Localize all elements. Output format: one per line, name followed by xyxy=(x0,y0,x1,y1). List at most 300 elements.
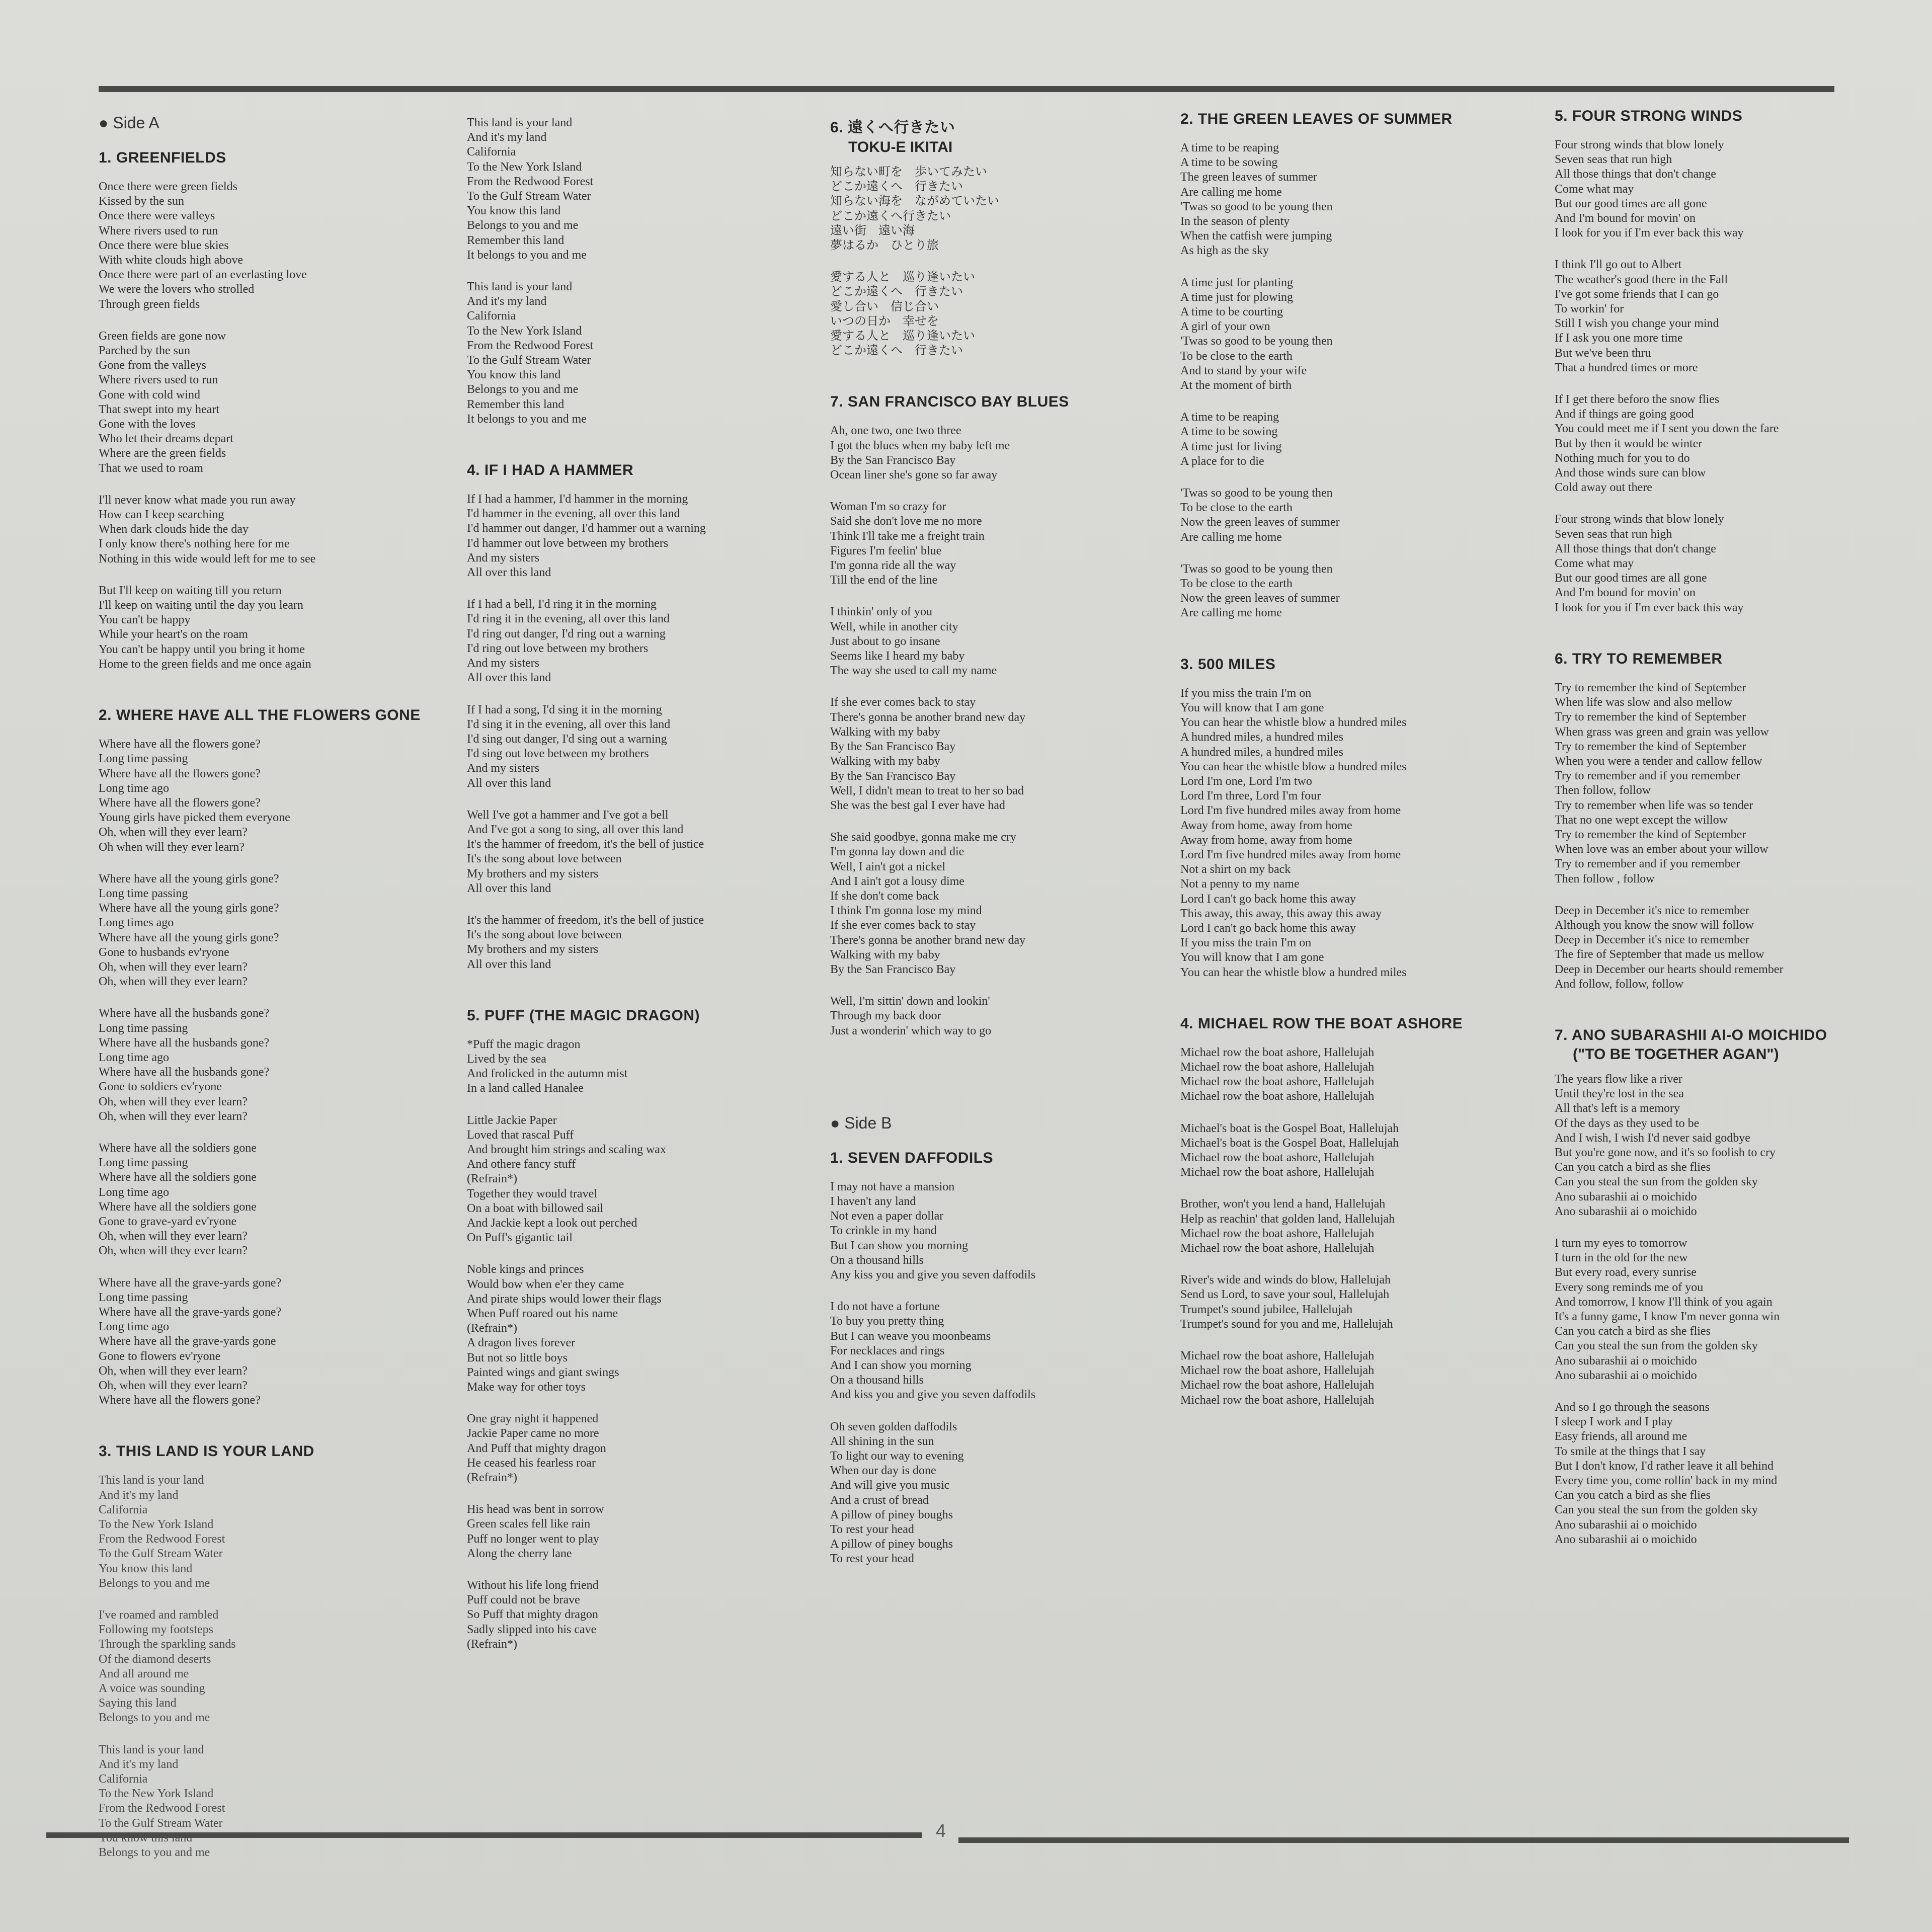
lyric-line: To be close to the earth xyxy=(1180,501,1293,515)
lyric-line: Just about to go insane xyxy=(830,634,940,648)
lyric-line: Any kiss you and give you seven daffodils xyxy=(830,1268,1036,1281)
lyric-line: And Jackie kept a look out perched xyxy=(467,1216,637,1230)
stanza xyxy=(1555,1400,1887,1547)
song-block xyxy=(467,116,789,427)
song-title: 5. FOUR STRONG WINDS xyxy=(1555,108,1743,124)
lyric-line: And frolicked in the autumn mist xyxy=(467,1067,628,1081)
lyric-line: And pirate ships would lower their flags xyxy=(467,1292,662,1306)
lyric-line: You know this land xyxy=(467,204,561,218)
lyric-line: And it's my land xyxy=(99,1757,179,1771)
column-4 xyxy=(1180,111,1462,1443)
stanza xyxy=(467,1578,789,1652)
lyric-line: And othere fancy stuff xyxy=(467,1158,576,1171)
lyric-line: And to stand by your wife xyxy=(1180,364,1307,377)
lyric-line: Now the green leaves of summer xyxy=(1180,516,1340,529)
lyric-line: A time to be sowing xyxy=(1180,156,1278,170)
lyric-line: There's gonna be another brand new day xyxy=(830,710,1026,724)
song-block xyxy=(1180,1015,1462,1408)
lyric-line: When grass was green and grain was yellow xyxy=(1555,725,1769,739)
lyric-line: Four strong winds that blow lonely xyxy=(1555,513,1724,526)
lyric-line: Oh, when will they ever learn? xyxy=(99,1230,248,1243)
stanza xyxy=(1180,562,1462,621)
stanza xyxy=(467,703,789,791)
lyric-line: A time to be reaping xyxy=(1180,411,1279,424)
lyric-line: Michael row the boat ashore, Hallelujah xyxy=(1180,1393,1375,1407)
lyric-line: You know this land xyxy=(467,368,561,382)
lyric-line: This land is your land xyxy=(99,1474,204,1487)
lyric-line: This land is your land xyxy=(467,280,573,294)
song-block xyxy=(830,1114,1152,1567)
lyric-line: A hundred miles, a hundred miles xyxy=(1180,731,1343,744)
lyric-line: Gone from the valleys xyxy=(99,359,206,372)
lyric-line: Lord I can't go back home this away xyxy=(1180,892,1356,906)
lyric-line: Now the green leaves of summer xyxy=(1180,592,1340,605)
lyric-line: (Refrain*) xyxy=(467,1172,517,1186)
lyric-line: Seems like I heard my baby xyxy=(830,650,965,663)
lyric-line: The way she used to call my name xyxy=(830,664,997,678)
lyric-line: But I can weave you moonbeams xyxy=(830,1329,991,1343)
stanza xyxy=(99,1473,441,1591)
lyric-line: I'd sing out love between my brothers xyxy=(467,747,649,761)
lyric-line: To the Gulf Stream Water xyxy=(467,354,591,367)
lyric-line: Gone to soldiers ev'ryone xyxy=(99,1080,222,1094)
lyric-line: Where have all the soldiers gone xyxy=(99,1200,257,1214)
lyric-line: 'Twas so good to be young then xyxy=(1180,487,1333,500)
side-label: ● Side A xyxy=(99,114,159,132)
lyric-line: Ano subarashii ai o moichido xyxy=(1555,1354,1697,1367)
lyric-line: On Puff's gigantic tail xyxy=(467,1231,573,1245)
song-subtitle: ("TO BE TOGETHER AGAN") xyxy=(1573,1045,1779,1063)
lyric-line: Still I wish you change your mind xyxy=(1555,317,1719,331)
lyric-line: Remember this land xyxy=(467,397,565,411)
lyric-line: Green fields are gone now xyxy=(99,329,226,343)
lyric-line: The green leaves of summer xyxy=(1180,171,1317,184)
lyric-line: (Refrain*) xyxy=(467,1322,517,1335)
lyric-line: With white clouds high above xyxy=(99,254,243,267)
lyric-line: Where have all the soldiers gone xyxy=(99,1141,257,1155)
lyric-line: Easy friends, all around me xyxy=(1555,1430,1687,1443)
lyric-line: To light our way to evening xyxy=(830,1450,964,1463)
lyric-line: Michael row the boat ashore, Hallelujah xyxy=(1180,1090,1375,1103)
lyric-line: To the New York Island xyxy=(99,1518,214,1532)
lyric-line: If I had a song, I'd sing it in the morning xyxy=(467,703,662,716)
lyric-line: All over this land xyxy=(467,776,551,790)
lyric-line: Gone to grave-yard ev'ryone xyxy=(99,1215,237,1228)
lyric-line: By the San Francisco Bay xyxy=(830,769,956,783)
song-title: 1. SEVEN DAFFODILS xyxy=(830,1149,994,1166)
lyric-line: If I had a hammer, I'd hammer in the morning xyxy=(467,493,688,506)
lyric-line: Belongs to you and me xyxy=(467,219,579,232)
stanza xyxy=(467,280,789,427)
lyric-line: どこか遠くへ行きたい xyxy=(830,209,951,223)
song-block xyxy=(1180,111,1462,621)
lyric-line: Well, while in another city xyxy=(830,620,958,633)
lyric-line: Through green fields xyxy=(99,297,200,311)
stanza xyxy=(467,1262,789,1395)
lyric-line: From the Redwood Forest xyxy=(99,1802,225,1815)
lyric-line: That no one wept except the willow xyxy=(1555,813,1728,827)
lyric-line: And it's my land xyxy=(467,131,547,144)
lyric-line: Gone to flowers ev'ryone xyxy=(99,1349,221,1363)
lyric-line: River's wide and winds do blow, Hallelujah xyxy=(1180,1273,1391,1287)
lyric-line: Long time ago xyxy=(99,1185,169,1199)
lyric-line: Belongs to you and me xyxy=(99,1846,210,1860)
lyric-line: When Puff roared out his name xyxy=(467,1307,618,1320)
song-title: 6. 遠くへ行きたい xyxy=(830,119,955,136)
lyric-line: Where have all the grave-yards gone? xyxy=(99,1276,282,1290)
lyric-line: And will give you music xyxy=(830,1479,950,1492)
lyric-line: Well, I ain't got a nickel xyxy=(830,860,945,873)
stanza xyxy=(830,830,1152,977)
lyric-line: Long time passing xyxy=(99,752,188,766)
lyric-line: Oh, when will they ever learn? xyxy=(99,1244,248,1258)
lyric-line: And brought him strings and scaling wax xyxy=(467,1143,666,1156)
lyric-line: Help as reachin' that golden land, Hallelujah xyxy=(1180,1212,1395,1226)
lyric-line: To the New York Island xyxy=(467,160,582,174)
lyric-line: My brothers and my sisters xyxy=(467,867,599,880)
lyric-line: All those things that don't change xyxy=(1555,168,1716,181)
lyric-line: I'd hammer out danger, I'd hammer out a warning xyxy=(467,522,706,535)
lyric-line: Every song reminds me of you xyxy=(1555,1280,1704,1294)
stanza xyxy=(467,1412,789,1485)
stanza xyxy=(1555,392,1887,495)
lyric-line: When you were a tender and callow fellow xyxy=(1555,754,1762,768)
lyric-line: And kiss you and give you seven daffodils xyxy=(830,1388,1036,1402)
lyric-line: The fire of September that made us mellow xyxy=(1555,948,1764,961)
lyric-line: And I can show you morning xyxy=(830,1358,972,1372)
stanza xyxy=(467,808,789,896)
lyric-line: Well, I didn't mean to treat to her so bad xyxy=(830,784,1024,797)
lyric-line: Loved that rascal Puff xyxy=(467,1128,574,1142)
lyric-line: California xyxy=(99,1773,148,1786)
lyric-line: Long time ago xyxy=(99,1320,169,1334)
lyric-line: When our day is done xyxy=(830,1464,936,1478)
lyric-line: I'll never know what made you run away xyxy=(99,493,296,507)
column-1 xyxy=(99,114,441,1895)
lyric-line: I may not have a mansion xyxy=(830,1180,955,1193)
lyric-line: Noble kings and princes xyxy=(467,1263,584,1276)
lyric-line: And it's my land xyxy=(467,295,547,308)
lyric-line: Michael row the boat ashore, Hallelujah xyxy=(1180,1241,1375,1255)
lyric-line: Following my footsteps xyxy=(99,1623,214,1637)
stanza xyxy=(467,492,789,580)
lyric-line: In the season of plenty xyxy=(1180,215,1290,228)
lyric-line: While your heart's on the roam xyxy=(99,628,248,641)
lyric-line: From the Redwood Forest xyxy=(99,1533,225,1546)
song-block xyxy=(830,393,1152,1038)
lyric-line: Once there were part of an everlasting love xyxy=(99,268,307,282)
lyric-line: Lord I'm three, Lord I'm four xyxy=(1180,789,1321,803)
lyric-line: Gone with the loves xyxy=(99,418,196,431)
lyric-line: Oh, when will they ever learn? xyxy=(99,826,248,839)
stanza xyxy=(1180,1121,1462,1180)
lyric-line: Belongs to you and me xyxy=(99,1576,210,1590)
bottom-rule-right xyxy=(958,1837,1849,1843)
lyric-line: Said she don't love me no more xyxy=(830,515,982,528)
lyric-line: Try to remember the kind of September xyxy=(1555,740,1746,753)
lyric-line: Figures I'm feelin' blue xyxy=(830,544,942,557)
lyric-line: Michael row the boat ashore, Hallelujah xyxy=(1180,1364,1375,1378)
stanza xyxy=(99,180,441,312)
lyric-line: To crinkle in my hand xyxy=(830,1224,937,1238)
lyric-line: In a land called Hanalee xyxy=(467,1082,584,1095)
lyric-line: It's the hammer of freedom, it's the bell of justice xyxy=(467,838,704,851)
lyric-line: Although you know the snow will follow xyxy=(1555,918,1754,932)
lyric-line: And I've got a song to sing, all over this land xyxy=(467,823,684,836)
lyric-line: I'd sing it in the evening, all over this land xyxy=(467,717,671,731)
lyric-line: Belongs to you and me xyxy=(467,383,579,396)
lyric-line: Seven seas that run high xyxy=(1555,153,1672,167)
lyric-line: Just a wonderin' which way to go xyxy=(830,1024,992,1037)
lyric-line: Deep in December it's nice to remember xyxy=(1555,933,1749,947)
lyric-line: To the New York Island xyxy=(467,324,582,338)
stanza xyxy=(1180,141,1462,259)
lyric-line: I thinkin' only of you xyxy=(830,605,932,619)
lyric-line: Oh, when will they ever learn? xyxy=(99,1364,248,1378)
stanza xyxy=(830,424,1152,482)
song-title: 7. SAN FRANCISCO BAY BLUES xyxy=(830,393,1069,411)
lyric-line: To rest your head xyxy=(830,1523,914,1537)
song-block xyxy=(1555,1027,1887,1547)
lyric-line: Michael's boat is the Gospel Boat, Hallelujah xyxy=(1180,1121,1399,1135)
lyric-line: A time just for planting xyxy=(1180,276,1293,289)
lyric-line: Not a shirt on my back xyxy=(1180,863,1291,876)
lyric-line: Gone to husbands ev'ryone xyxy=(99,945,229,959)
lyric-line: Come what may xyxy=(1555,182,1634,196)
stanza xyxy=(830,994,1152,1038)
lyric-line: This away, this away, this away this away xyxy=(1180,907,1382,920)
lyric-line: Ah, one two, one two three xyxy=(830,424,961,438)
song-block xyxy=(1180,656,1462,980)
lyric-line: But our good times are all gone xyxy=(1555,572,1707,585)
lyric-line: A time to be sowing xyxy=(1180,425,1278,439)
lyric-line: By the San Francisco Bay xyxy=(830,962,956,976)
lyric-line: It's the song about love between xyxy=(467,852,622,866)
lyric-line: Michael row the boat ashore, Hallelujah xyxy=(1180,1227,1375,1240)
lyric-line: Where have all the husbands gone? xyxy=(99,1066,270,1079)
lyric-line: Where have all the husbands gone? xyxy=(99,1007,270,1020)
lyric-line: Long time ago xyxy=(99,1051,169,1064)
lyric-line: You can hear the whistle blow a hundred miles xyxy=(1180,760,1407,773)
lyric-line: California xyxy=(99,1503,148,1516)
stanza xyxy=(467,1502,789,1561)
lyric-line: Young girls have picked them everyone xyxy=(99,811,290,825)
lyric-line: Green scales fell like rain xyxy=(467,1517,591,1531)
lyric-line: California xyxy=(467,309,516,323)
lyric-line: A pillow of piney boughs xyxy=(830,1538,953,1551)
lyric-line: Parched by the sun xyxy=(99,344,190,358)
lyric-line: It belongs to you and me xyxy=(467,412,587,426)
lyric-line: Trumpet's sound jubilee, Hallelujah xyxy=(1180,1303,1353,1316)
stanza xyxy=(1180,686,1462,980)
lyric-line: Gone with cold wind xyxy=(99,388,200,401)
column-2 xyxy=(467,116,789,1687)
lyric-line: Michael row the boat ashore, Hallelujah xyxy=(1180,1166,1375,1179)
lyric-line: Can you steal the sun from the golden sky xyxy=(1555,1175,1758,1189)
lyric-line: She said goodbye, gonna make me cry xyxy=(830,831,1016,844)
lyric-line: Ano subarashii ai o moichido xyxy=(1555,1533,1697,1546)
lyric-line: For necklaces and rings xyxy=(830,1344,945,1357)
lyric-line: And if things are going good xyxy=(1555,408,1694,421)
stanza xyxy=(99,872,441,990)
lyric-line: Till the end of the line xyxy=(830,574,938,587)
lyric-line: On a thousand hills xyxy=(830,1374,924,1387)
song-title: 1. GREENFIELDS xyxy=(99,149,226,166)
lyric-line: All that's left is a memory xyxy=(1555,1102,1680,1115)
lyric-line: 'Twas so good to be young then xyxy=(1180,562,1333,576)
lyric-line: 知らない町を 歩いてみたい xyxy=(830,166,987,179)
lyric-line: I look for you if I'm ever back this way xyxy=(1555,601,1744,614)
lyric-line: Where have all the young girls gone? xyxy=(99,872,279,886)
lyric-line: Try to remember the kind of September xyxy=(1555,681,1746,694)
lyric-line: And all around me xyxy=(99,1667,189,1680)
lyric-line: Michael's boat is the Gospel Boat, Hallelujah xyxy=(1180,1136,1399,1150)
top-rule xyxy=(99,86,1834,92)
lyric-line: Away from home, away from home xyxy=(1180,819,1352,832)
lyric-line: When love was an ember about your willow xyxy=(1555,843,1768,856)
lyric-line: And tomorrow, I know I'll think of you again xyxy=(1555,1295,1773,1309)
lyric-line: You will know that I am gone xyxy=(1180,951,1324,964)
lyric-line: I got the blues when my baby left me xyxy=(830,439,1010,452)
lyric-line: Puff could not be brave xyxy=(467,1593,580,1607)
lyric-line: And my sisters xyxy=(467,657,539,670)
lyric-line: Painted wings and giant swings xyxy=(467,1365,619,1379)
song-block xyxy=(99,1443,441,1860)
lyric-line: To buy you pretty thing xyxy=(830,1315,944,1328)
lyric-line: Come what may xyxy=(1555,557,1634,571)
lyric-line: いつの日か 幸せを xyxy=(830,314,939,328)
lyric-line: Send us Lord, to save your soul, Hallelujah xyxy=(1180,1288,1390,1302)
lyric-line: Oh, when will they ever learn? xyxy=(99,1379,248,1393)
stanza xyxy=(830,500,1152,588)
lyric-line: Where have all the flowers gone? xyxy=(99,796,261,810)
bottom-rule-left xyxy=(46,1832,922,1838)
lyric-line: Once there were blue skies xyxy=(99,238,229,252)
lyric-line: To be close to the earth xyxy=(1180,577,1293,591)
stanza xyxy=(1555,258,1887,375)
stanza xyxy=(1555,1072,1887,1219)
lyric-line: Can you catch a bird as she flies xyxy=(1555,1489,1711,1502)
lyric-line: By the San Francisco Bay xyxy=(830,453,956,467)
lyric-line: Oh, when will they ever learn? xyxy=(99,1109,248,1123)
lyric-line: Ano subarashii ai o moichido xyxy=(1555,1190,1697,1203)
column-3 xyxy=(830,115,1152,1602)
lyric-line: You could meet me if I sent you down the fare xyxy=(1555,422,1779,436)
lyric-line: Where have all the husbands gone? xyxy=(99,1036,270,1050)
lyric-line: But you're gone now, and it's so foolish to cry xyxy=(1555,1146,1776,1159)
lyric-line: Long time passing xyxy=(99,1021,188,1035)
song-title: 2. THE GREEN LEAVES OF SUMMER xyxy=(1180,111,1453,127)
lyric-line: Who let their dreams depart xyxy=(99,432,233,446)
lyric-line: Oh, when will they ever learn? xyxy=(99,1095,248,1108)
lyric-line: Kissed by the sun xyxy=(99,195,184,208)
lyric-line: But I'll keep on waiting till you return xyxy=(99,584,282,597)
page-number: 4 xyxy=(935,1820,946,1841)
lyric-line: 愛する人と 巡り逢いたい xyxy=(830,271,975,284)
song-subtitle: TOKU-E IKITAI xyxy=(848,139,953,155)
lyric-line: Four strong winds that blow lonely xyxy=(1555,138,1724,151)
lyric-line: If I ask you one more time xyxy=(1555,332,1683,345)
song-title: 2. WHERE HAVE ALL THE FLOWERS GONE xyxy=(99,707,421,724)
lyric-line: Lord I'm five hundred miles away from home xyxy=(1180,804,1401,818)
lyric-line: A dragon lives forever xyxy=(467,1336,576,1350)
lyric-line: I do not have a fortune xyxy=(830,1300,940,1314)
song-title: 4. IF I HAD A HAMMER xyxy=(467,462,634,479)
lyric-line: Long times ago xyxy=(99,916,174,930)
lyric-line: Of the days as they used to be xyxy=(1555,1116,1700,1130)
lyric-line: You will know that I am gone xyxy=(1180,701,1324,714)
lyric-line: Michael row the boat ashore, Hallelujah xyxy=(1180,1151,1375,1164)
lyric-line: On a boat with billowed sail xyxy=(467,1201,604,1215)
lyric-line: Without his life long friend xyxy=(467,1579,599,1592)
lyric-line: Oh, when will they ever learn? xyxy=(99,975,248,989)
lyric-line: 'Twas so good to be young then xyxy=(1180,200,1333,213)
lyric-line: Then follow , follow xyxy=(1555,872,1655,886)
side-label: ● Side B xyxy=(830,1113,892,1132)
song-block xyxy=(1555,108,1887,615)
stanza xyxy=(99,1608,441,1726)
lyric-line: Ocean liner she's gone so far away xyxy=(830,468,998,482)
stanza xyxy=(467,1037,789,1096)
lyric-line: Are calling me home xyxy=(1180,606,1282,620)
lyric-line: I haven't any land xyxy=(830,1194,916,1208)
lyric-line: You can hear the whistle blow a hundred miles xyxy=(1180,716,1407,730)
lyric-line: And those winds sure can blow xyxy=(1555,466,1706,480)
stanza xyxy=(99,584,441,672)
lyric-line: You can hear the whistle blow a hundred miles xyxy=(1180,965,1407,979)
stanza xyxy=(1180,1273,1462,1332)
lyric-line: Try to remember the kind of September xyxy=(1555,828,1746,841)
lyric-line: But not so little boys xyxy=(467,1351,568,1364)
lyric-line: Away from home, away from home xyxy=(1180,833,1352,847)
stanza xyxy=(99,493,441,567)
lyric-line: If she don't come back xyxy=(830,889,939,903)
lyric-line: From the Redwood Forest xyxy=(467,175,594,188)
lyric-line: Oh when will they ever learn? xyxy=(99,840,245,854)
lyric-line: This land is your land xyxy=(467,116,573,129)
lyric-line: 遠い街 遠い海 xyxy=(830,224,915,237)
song-block xyxy=(830,115,1152,358)
lyric-line: Where have all the grave-yards gone xyxy=(99,1335,276,1348)
lyric-line: Think I'll take me a freight train xyxy=(830,529,985,543)
lyric-line: Lord I'm five hundred miles away from home xyxy=(1180,848,1401,861)
song-title: 3. THIS LAND IS YOUR LAND xyxy=(99,1443,314,1460)
stanza xyxy=(1555,138,1887,240)
stanza xyxy=(1180,1045,1462,1104)
lyric-line: Belongs to you and me xyxy=(99,1711,210,1725)
lyric-line: Sadly slipped into his cave xyxy=(467,1623,597,1636)
lyric-line: Where have all the young girls gone? xyxy=(99,902,279,915)
song-title: 7. ANO SUBARASHII AI-O MOICHIDO xyxy=(1555,1026,1827,1043)
lyric-line: I'd ring it in the evening, all over this land xyxy=(467,612,670,626)
lyric-line: Not even a paper dollar xyxy=(830,1210,944,1223)
stanza xyxy=(1180,276,1462,393)
lyric-line: Michael row the boat ashore, Hallelujah xyxy=(1180,1379,1375,1392)
lyric-line: 愛し合い 信じ合い xyxy=(830,300,939,313)
lyric-line: Oh, when will they ever learn? xyxy=(99,960,248,974)
lyric-line: This land is your land xyxy=(99,1743,204,1756)
lyric-line: And follow, follow, follow xyxy=(1555,977,1684,991)
lyric-line: He ceased his fearless roar xyxy=(467,1456,596,1470)
stanza xyxy=(830,605,1152,678)
lyric-line: I've roamed and rambled xyxy=(99,1608,219,1622)
lyric-line: All those things that don't change xyxy=(1555,542,1716,555)
lyric-line: Cold away out there xyxy=(1555,481,1652,495)
lyric-line: But our good times are all gone xyxy=(1555,197,1707,210)
lyric-line: I look for you if I'm ever back this way xyxy=(1555,226,1744,240)
lyric-line: And I wish, I wish I'd never said godbye xyxy=(1555,1131,1750,1145)
song-block xyxy=(467,1007,789,1652)
